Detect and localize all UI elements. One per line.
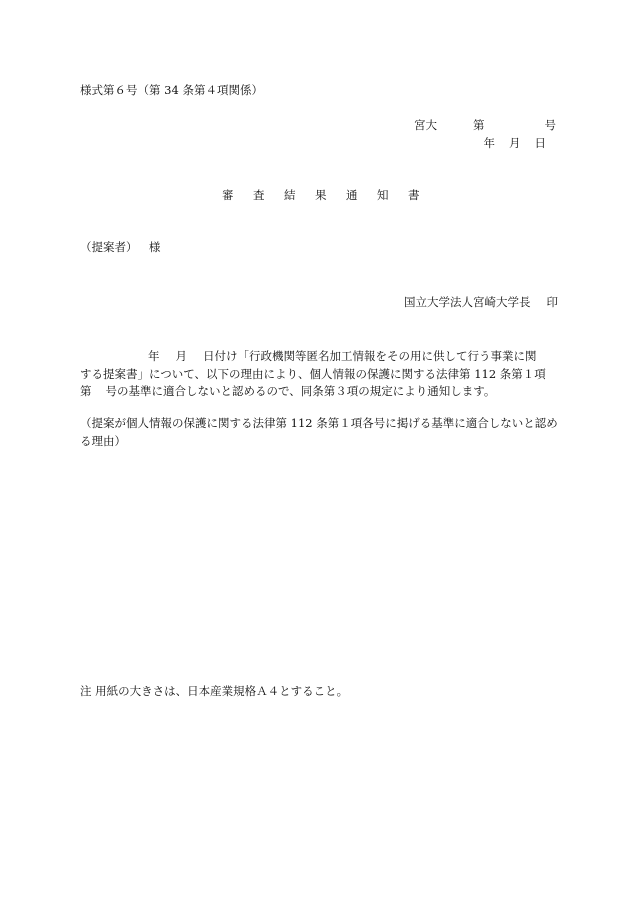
body-year: 年 bbox=[148, 349, 160, 363]
date-year: 年 bbox=[483, 136, 495, 150]
reference-org: 宮大 bbox=[414, 118, 437, 132]
reference-dai: 第 bbox=[473, 118, 485, 132]
body-line3b: 号の基準に適合しないと認めるので、同条第３項の規定により通知します。 bbox=[105, 384, 496, 398]
addressee-honorific: 様 bbox=[148, 240, 161, 254]
issue-date bbox=[484, 135, 547, 151]
body-line2: する提案書」について、以下の理由により、個人情報の保護に関する法律第 112 条第１項 bbox=[80, 366, 546, 381]
body-line1: 日付け「行政機関等匿名加工情報をその用に供して行う事業に関 bbox=[203, 349, 537, 363]
paper-size-note: 注 用紙の大きさは、日本産業規格Ａ４とすること。 bbox=[80, 684, 349, 698]
addressee bbox=[80, 239, 160, 255]
issuer-name: 国立大学法人宮崎大学長 bbox=[404, 295, 531, 309]
issuer-seal: 印 bbox=[546, 295, 558, 309]
date-day: 日 bbox=[534, 136, 546, 150]
issuer bbox=[404, 294, 558, 310]
notice-body bbox=[80, 348, 560, 401]
form-number: 様式第６号（第 34 条第４項関係） bbox=[80, 83, 263, 97]
reason-heading: （提案が個人情報の保護に関する法律第 112 条第１項各号に掲げる基準に適合しないと認める理由） bbox=[80, 416, 558, 448]
addressee-label: （提案者） bbox=[80, 240, 138, 254]
body-month: 月 bbox=[175, 349, 187, 363]
document-title: 審査結果通知書 bbox=[222, 188, 439, 202]
reference-go: 号 bbox=[544, 118, 556, 132]
body-line3a: 第 bbox=[80, 384, 92, 398]
reference-number bbox=[414, 117, 556, 133]
date-month: 月 bbox=[509, 136, 521, 150]
